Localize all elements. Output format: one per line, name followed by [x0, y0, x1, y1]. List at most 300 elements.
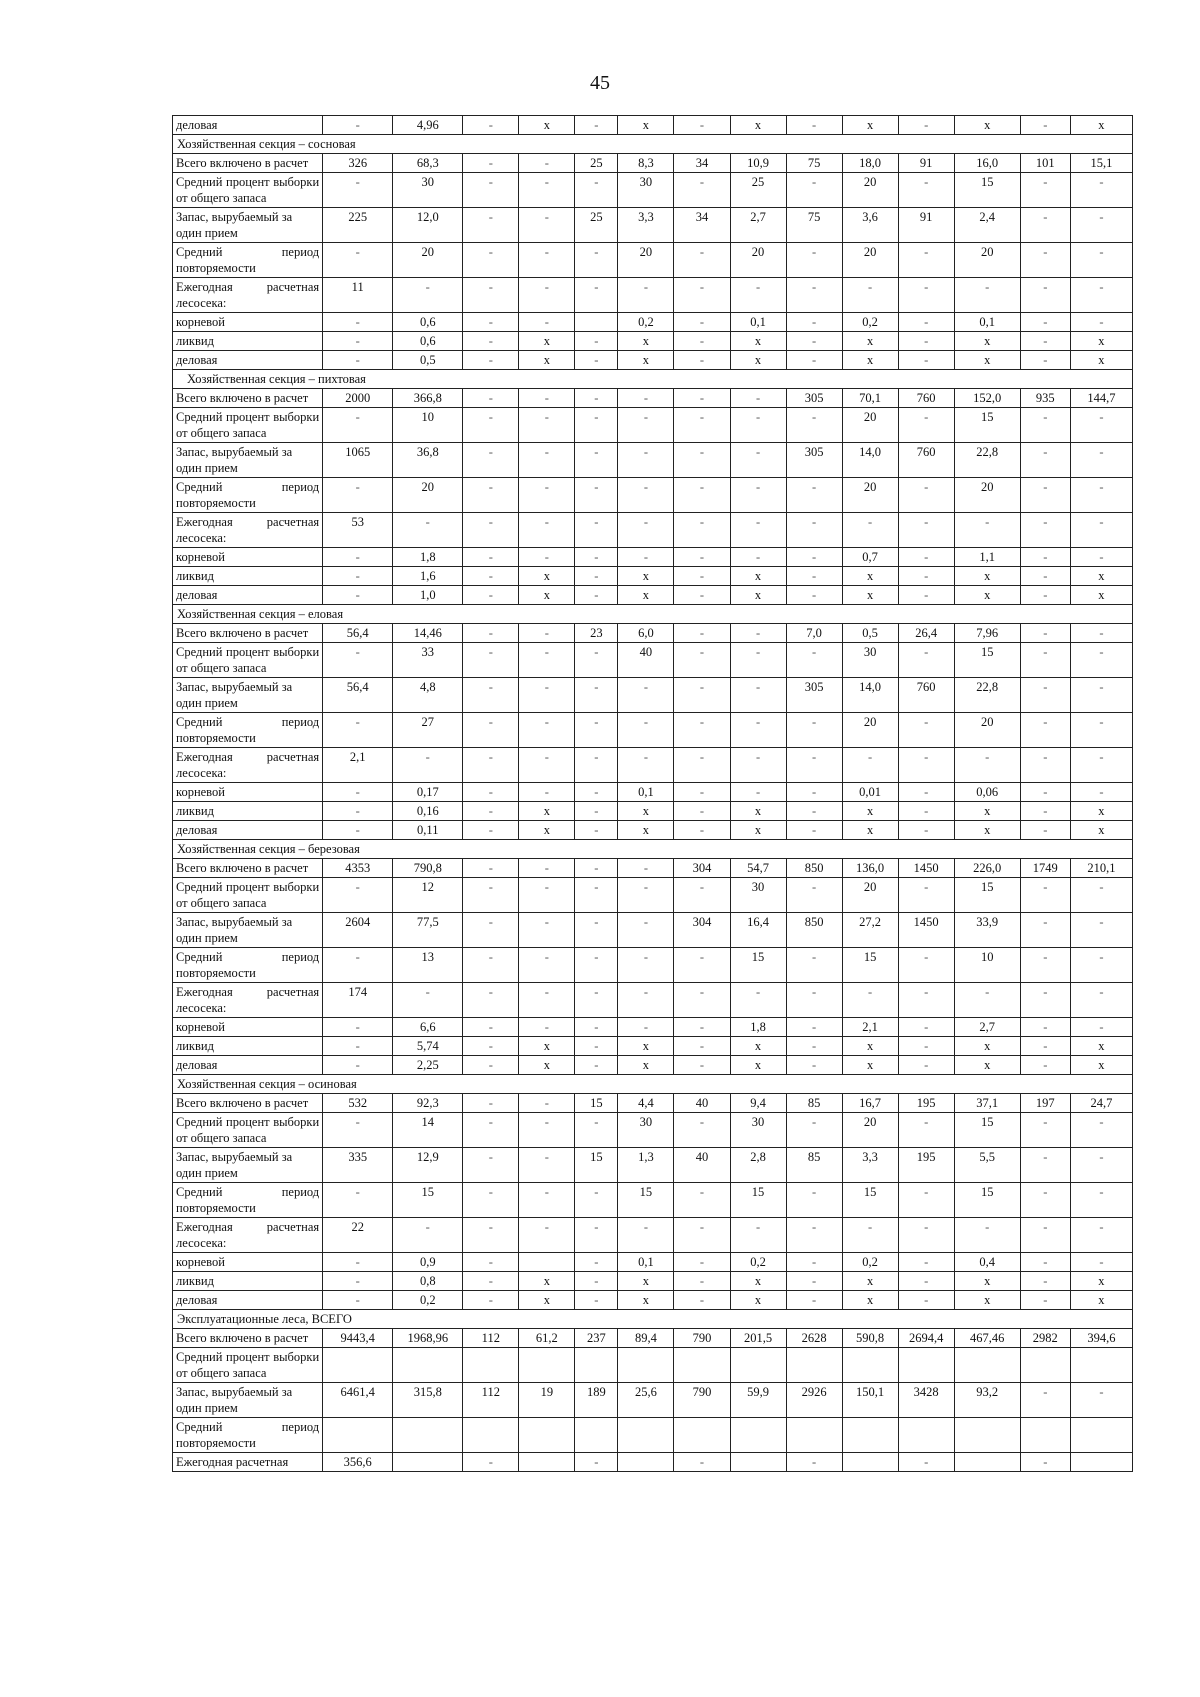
table-cell: 85 [786, 1148, 842, 1183]
table-cell: - [1020, 208, 1070, 243]
table-cell: - [786, 878, 842, 913]
table-cell [463, 1348, 519, 1383]
table-cell: 68,3 [393, 154, 463, 173]
table-cell: 53 [323, 513, 393, 548]
row-label: деловая [173, 116, 323, 135]
table-cell: - [674, 983, 730, 1018]
table-cell: 210,1 [1070, 859, 1132, 878]
table-cell: - [575, 878, 618, 913]
table-row [173, 948, 1133, 983]
table-cell: - [323, 1183, 393, 1218]
table-cell: 13 [393, 948, 463, 983]
table-cell: - [618, 1018, 674, 1037]
table-cell [730, 1418, 786, 1453]
table-cell: - [1020, 1037, 1070, 1056]
table-cell: 4,8 [393, 678, 463, 713]
table-cell: - [786, 1453, 842, 1472]
table-row [173, 1148, 1133, 1183]
table-cell: - [1020, 821, 1070, 840]
table-cell: - [674, 821, 730, 840]
table-cell: 4,96 [393, 116, 463, 135]
section-header-row [173, 1075, 1133, 1094]
table-row [173, 802, 1133, 821]
table-cell: x [954, 1056, 1020, 1075]
table-row [173, 859, 1133, 878]
table-cell: - [463, 567, 519, 586]
table-cell: 0,2 [393, 1291, 463, 1310]
table-cell: 2628 [786, 1329, 842, 1348]
table-cell: x [730, 332, 786, 351]
table-cell: - [786, 802, 842, 821]
table-cell: - [786, 1183, 842, 1218]
table-cell: - [463, 408, 519, 443]
table-cell: - [674, 1183, 730, 1218]
table-cell: x [618, 567, 674, 586]
table-cell: - [1020, 548, 1070, 567]
table-cell: - [1020, 351, 1070, 370]
table-cell: 14 [393, 1113, 463, 1148]
table-cell: 1,3 [618, 1148, 674, 1183]
table-cell: 237 [575, 1329, 618, 1348]
table-row [173, 1272, 1133, 1291]
table-row [173, 783, 1133, 802]
table-cell: - [786, 948, 842, 983]
table-cell: 92,3 [393, 1094, 463, 1113]
table-cell: - [323, 243, 393, 278]
table-cell: - [575, 1291, 618, 1310]
table-cell: - [393, 513, 463, 548]
table-cell: - [898, 1113, 954, 1148]
row-label: деловая [173, 586, 323, 605]
table-cell: 0,5 [393, 351, 463, 370]
table-cell: 305 [786, 389, 842, 408]
table-cell: - [618, 983, 674, 1018]
table-cell: - [842, 748, 898, 783]
table-cell: x [618, 821, 674, 840]
table-cell: - [1020, 1453, 1070, 1472]
table-cell: - [674, 948, 730, 983]
table-cell: 20 [954, 478, 1020, 513]
row-label: Ежегодная расчетная лесосека: [173, 1218, 323, 1253]
table-cell: x [1070, 567, 1132, 586]
table-cell: 25 [575, 154, 618, 173]
table-cell: - [842, 278, 898, 313]
row-label: ликвид [173, 1037, 323, 1056]
table-cell: 112 [463, 1383, 519, 1418]
table-cell: x [519, 1291, 575, 1310]
table-cell: 2,7 [730, 208, 786, 243]
table-cell: 0,1 [730, 313, 786, 332]
table-cell: - [1070, 1383, 1132, 1418]
table-cell: x [1070, 1272, 1132, 1291]
table-cell: - [1020, 802, 1070, 821]
table-cell: 20 [618, 243, 674, 278]
forest-data-table [172, 115, 1133, 1472]
table-cell: 15 [730, 948, 786, 983]
table-cell: - [323, 1272, 393, 1291]
table-cell: - [674, 1056, 730, 1075]
table-cell: - [898, 408, 954, 443]
table-cell: 760 [898, 389, 954, 408]
table-cell: - [1020, 1113, 1070, 1148]
table-cell: x [519, 586, 575, 605]
table-cell: - [463, 713, 519, 748]
table-cell: - [898, 351, 954, 370]
table-cell: - [393, 983, 463, 1018]
table-cell: 34 [674, 208, 730, 243]
table-cell: - [1070, 1018, 1132, 1037]
table-cell: - [898, 332, 954, 351]
table-cell: - [1070, 713, 1132, 748]
table-cell: - [575, 643, 618, 678]
table-cell: - [575, 948, 618, 983]
table-cell: - [1020, 948, 1070, 983]
table-cell: - [1070, 278, 1132, 313]
table-cell: 14,46 [393, 624, 463, 643]
table-cell: - [1020, 478, 1070, 513]
table-cell: - [463, 678, 519, 713]
table-cell: - [575, 913, 618, 948]
table-cell: - [463, 332, 519, 351]
table-cell: - [730, 408, 786, 443]
table-row [173, 983, 1133, 1018]
table-cell: - [674, 643, 730, 678]
table-cell: 197 [1020, 1094, 1070, 1113]
table-cell: x [954, 1272, 1020, 1291]
table-cell: - [1020, 1383, 1070, 1418]
table-cell: 15 [954, 408, 1020, 443]
table-cell: - [575, 1272, 618, 1291]
table-cell: 2,4 [954, 208, 1020, 243]
table-cell: - [463, 1183, 519, 1218]
table-cell: - [730, 643, 786, 678]
table-cell: - [786, 1218, 842, 1253]
table-cell: 27 [393, 713, 463, 748]
table-cell: - [618, 748, 674, 783]
table-cell: 3428 [898, 1383, 954, 1418]
table-cell: 760 [898, 443, 954, 478]
table-cell: - [954, 1218, 1020, 1253]
table-cell: - [618, 408, 674, 443]
table-cell: - [786, 243, 842, 278]
row-label: Средний период повторяемости [173, 478, 323, 513]
table-cell: - [674, 783, 730, 802]
table-cell: - [898, 1253, 954, 1272]
table-cell: - [898, 1218, 954, 1253]
table-cell: 30 [618, 1113, 674, 1148]
table-cell: - [1020, 332, 1070, 351]
table-row [173, 443, 1133, 478]
table-cell: x [730, 1037, 786, 1056]
table-cell: 1,6 [393, 567, 463, 586]
table-cell: - [786, 1037, 842, 1056]
table-cell [393, 1348, 463, 1383]
table-cell: 91 [898, 208, 954, 243]
table-cell: - [463, 208, 519, 243]
row-label: корневой [173, 1253, 323, 1272]
table-cell: - [519, 1018, 575, 1037]
table-cell: 20 [842, 173, 898, 208]
table-cell: - [674, 1018, 730, 1037]
table-cell: - [575, 1453, 618, 1472]
row-label: Ежегодная расчетная лесосека: [173, 748, 323, 783]
table-cell: - [674, 408, 730, 443]
row-label: Средний процент выборки от общего запаса [173, 643, 323, 678]
table-cell: - [898, 878, 954, 913]
table-cell: - [575, 332, 618, 351]
table-cell: - [463, 1056, 519, 1075]
table-cell: - [1070, 748, 1132, 783]
table-cell: - [519, 513, 575, 548]
table-cell: - [575, 389, 618, 408]
table-cell: 315,8 [393, 1383, 463, 1418]
table-cell: 75 [786, 154, 842, 173]
table-cell: x [618, 116, 674, 135]
table-cell: 1749 [1020, 859, 1070, 878]
table-cell: - [323, 313, 393, 332]
table-cell: x [618, 1272, 674, 1291]
table-cell: 9,4 [730, 1094, 786, 1113]
table-cell: - [674, 173, 730, 208]
table-cell: - [786, 643, 842, 678]
table-cell: - [1020, 1291, 1070, 1310]
row-label: корневой [173, 548, 323, 567]
table-cell: - [1020, 1056, 1070, 1075]
table-cell: - [786, 567, 842, 586]
table-cell: 15 [393, 1183, 463, 1218]
table-cell: - [463, 1094, 519, 1113]
table-cell: 15 [575, 1094, 618, 1113]
table-cell: 20 [842, 243, 898, 278]
table-cell: x [730, 116, 786, 135]
table-cell: - [786, 983, 842, 1018]
table-cell: x [1070, 332, 1132, 351]
table-cell: x [842, 821, 898, 840]
table-cell: - [575, 513, 618, 548]
row-label: Средний процент выборки от общего запаса [173, 1348, 323, 1383]
table-cell: - [674, 278, 730, 313]
table-cell: - [519, 624, 575, 643]
table-cell: 0,2 [842, 313, 898, 332]
row-label: Средний процент выборки от общего запаса [173, 878, 323, 913]
table-cell: - [323, 1113, 393, 1148]
table-cell: 0,1 [618, 1253, 674, 1272]
table-cell: - [618, 678, 674, 713]
table-cell: 12 [393, 878, 463, 913]
table-cell: - [618, 443, 674, 478]
table-cell: 150,1 [842, 1383, 898, 1418]
table-row [173, 1094, 1133, 1113]
table-cell: - [519, 1148, 575, 1183]
row-label: Средний процент выборки от общего запаса [173, 1113, 323, 1148]
table-cell: 0,17 [393, 783, 463, 802]
table-cell: x [842, 1037, 898, 1056]
table-row [173, 278, 1133, 313]
table-row [173, 513, 1133, 548]
table-cell: - [323, 821, 393, 840]
table-cell: 195 [898, 1148, 954, 1183]
table-cell: - [519, 713, 575, 748]
table-cell: - [898, 713, 954, 748]
table-cell: - [1070, 1218, 1132, 1253]
table-cell: - [786, 1253, 842, 1272]
table-cell: - [463, 1272, 519, 1291]
table-cell: - [786, 173, 842, 208]
table-cell: - [323, 643, 393, 678]
table-cell: 356,6 [323, 1453, 393, 1472]
table-cell: - [898, 1291, 954, 1310]
table-cell: - [519, 173, 575, 208]
table-cell: - [1070, 1253, 1132, 1272]
table-cell: - [463, 643, 519, 678]
table-cell [618, 1348, 674, 1383]
table-cell: - [575, 351, 618, 370]
table-cell: 935 [1020, 389, 1070, 408]
table-row [173, 1218, 1133, 1253]
table-cell: x [954, 1037, 1020, 1056]
table-cell: - [1070, 548, 1132, 567]
table-cell: 19 [519, 1383, 575, 1418]
table-cell: 9443,4 [323, 1329, 393, 1348]
table-cell: 15 [954, 643, 1020, 678]
table-cell: 226,0 [954, 859, 1020, 878]
table-cell: - [1020, 1018, 1070, 1037]
table-cell: - [323, 116, 393, 135]
table-cell: 20 [842, 1113, 898, 1148]
table-cell [519, 1253, 575, 1272]
table-cell: - [1020, 278, 1070, 313]
table-cell: - [575, 1218, 618, 1253]
table-cell: - [730, 983, 786, 1018]
table-cell: 0,6 [393, 332, 463, 351]
table-cell: 15 [842, 1183, 898, 1218]
table-cell: - [575, 1253, 618, 1272]
table-cell: x [519, 332, 575, 351]
table-cell: - [674, 513, 730, 548]
table-cell: - [674, 748, 730, 783]
table-cell: - [1020, 713, 1070, 748]
table-cell: - [786, 586, 842, 605]
table-cell: - [618, 513, 674, 548]
row-label: Всего включено в расчет [173, 859, 323, 878]
table-cell: x [730, 802, 786, 821]
table-cell: - [618, 948, 674, 983]
table-cell: - [575, 859, 618, 878]
table-cell [842, 1418, 898, 1453]
table-cell [575, 313, 618, 332]
table-cell: x [842, 567, 898, 586]
table-cell: - [1020, 983, 1070, 1018]
table-row [173, 1113, 1133, 1148]
section-title: Хозяйственная секция – еловая [173, 605, 1133, 624]
table-row [173, 1291, 1133, 1310]
table-cell: - [463, 1018, 519, 1037]
table-cell: 2694,4 [898, 1329, 954, 1348]
table-row [173, 1453, 1133, 1472]
table-cell: - [463, 1148, 519, 1183]
table-cell [842, 1453, 898, 1472]
table-cell: 59,9 [730, 1383, 786, 1418]
table-cell: - [674, 713, 730, 748]
table-cell: 152,0 [954, 389, 1020, 408]
table-cell: - [519, 154, 575, 173]
table-cell: - [730, 678, 786, 713]
table-cell: 85 [786, 1094, 842, 1113]
table-cell: x [519, 351, 575, 370]
table-cell: - [519, 243, 575, 278]
table-cell: 532 [323, 1094, 393, 1113]
table-cell: - [1070, 1183, 1132, 1218]
table-cell: 25,6 [618, 1383, 674, 1418]
table-cell: - [463, 443, 519, 478]
table-cell: - [463, 983, 519, 1018]
row-label: Запас, вырубаемый за один прием [173, 1383, 323, 1418]
table-cell: - [674, 1253, 730, 1272]
table-cell: - [1070, 783, 1132, 802]
section-title: Хозяйственная секция – пихтовая [173, 370, 1133, 389]
table-cell: - [618, 1218, 674, 1253]
table-cell: - [898, 278, 954, 313]
table-cell: - [954, 983, 1020, 1018]
table-cell: - [730, 1218, 786, 1253]
table-cell: - [618, 478, 674, 513]
table-cell: 4,4 [618, 1094, 674, 1113]
row-label: Всего включено в расчет [173, 154, 323, 173]
table-row [173, 643, 1133, 678]
table-cell: 366,8 [393, 389, 463, 408]
table-cell: - [1020, 678, 1070, 713]
table-row [173, 548, 1133, 567]
table-cell: 70,1 [842, 389, 898, 408]
table-cell: - [519, 548, 575, 567]
table-cell: - [519, 313, 575, 332]
table-cell: - [519, 859, 575, 878]
row-label: ликвид [173, 332, 323, 351]
table-cell: - [898, 567, 954, 586]
table-cell: - [575, 748, 618, 783]
table-cell: - [730, 548, 786, 567]
table-cell: 850 [786, 913, 842, 948]
table-cell: - [786, 513, 842, 548]
table-cell: - [1070, 624, 1132, 643]
table-cell: x [730, 567, 786, 586]
table-cell: 195 [898, 1094, 954, 1113]
table-cell: 20 [730, 243, 786, 278]
table-cell: - [1020, 443, 1070, 478]
row-label: Всего включено в расчет [173, 624, 323, 643]
table-cell: 2926 [786, 1383, 842, 1418]
table-cell: - [898, 173, 954, 208]
table-cell: - [575, 802, 618, 821]
table-cell [1020, 1348, 1070, 1383]
table-cell: - [575, 478, 618, 513]
table-cell: - [575, 173, 618, 208]
table-cell: - [575, 278, 618, 313]
table-cell: - [898, 643, 954, 678]
table-cell: - [463, 116, 519, 135]
table-cell: - [618, 278, 674, 313]
table-cell [618, 1453, 674, 1472]
table-cell: 11 [323, 278, 393, 313]
table-cell: - [463, 173, 519, 208]
table-cell: x [730, 1056, 786, 1075]
table-cell: - [1020, 748, 1070, 783]
table-cell: - [730, 624, 786, 643]
table-cell: - [1070, 1148, 1132, 1183]
table-cell: - [1070, 478, 1132, 513]
table-cell: - [463, 1453, 519, 1472]
table-cell: - [519, 913, 575, 948]
